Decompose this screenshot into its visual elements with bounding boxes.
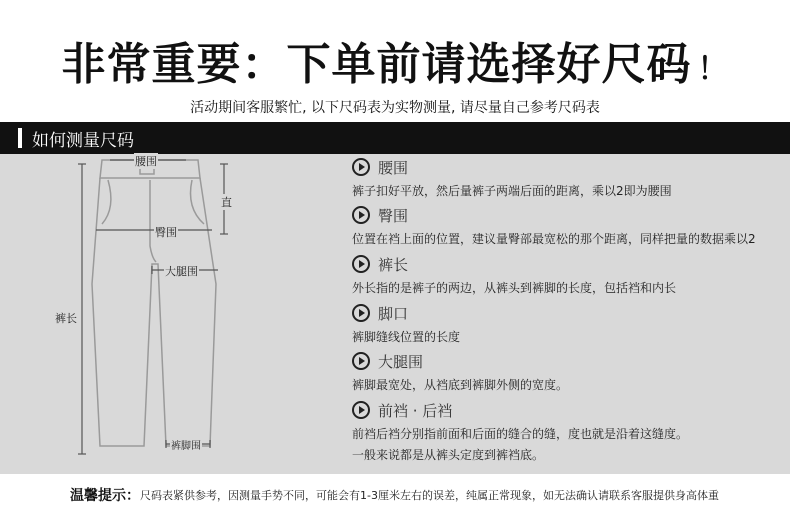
measure-list xyxy=(352,154,782,474)
section-title: 如何测量尺码 xyxy=(32,131,134,151)
measure-item-hip xyxy=(352,204,782,247)
play-icon xyxy=(352,158,370,176)
section-header xyxy=(0,122,790,154)
measure-item-desc: 裤子扣好平放，然后量裤子两端后面的距离，乘以2即为腰围 xyxy=(352,184,672,198)
tip-label: 温馨提示： xyxy=(70,488,140,504)
measure-item-desc: 位置在裆上面的位置，建议量臀部最宽松的那个距离，同样把量的数据乘以2 xyxy=(352,232,756,246)
play-icon xyxy=(352,206,370,224)
measure-item-title: 腰围 xyxy=(378,158,409,177)
play-icon xyxy=(352,401,370,419)
measure-guide xyxy=(0,154,790,474)
measure-item-title: 前裆 · 后裆 xyxy=(378,401,453,420)
page-title xyxy=(0,28,790,92)
measure-item-leg-opening xyxy=(352,302,782,345)
page-title-text: 非常重要：下单前请选择好尺码 xyxy=(61,39,692,90)
header xyxy=(0,0,790,122)
measure-item-rise xyxy=(352,399,782,463)
leg-opening-label: 裤脚围 xyxy=(170,437,202,452)
measure-item-desc: 前裆后裆分别指前面和后面的缝合的缝，度也就是沿着这缝度。 xyxy=(352,427,689,441)
footer-tip xyxy=(0,474,790,514)
measure-item-desc-2: 一般来说都是从裤头定度到裤裆底。 xyxy=(352,448,545,462)
measure-item-desc: 裤脚缝线位置的长度 xyxy=(352,330,461,344)
measure-item-title: 大腿围 xyxy=(378,352,424,371)
thigh-label: 大腿围 xyxy=(165,265,198,278)
measure-item-desc: 外长指的是裤子的两边，从裤头到裤脚的长度，包括裆和内长 xyxy=(352,281,677,295)
length-label: 裤长 xyxy=(55,312,77,325)
measure-item-title: 臀围 xyxy=(378,206,409,225)
page-subtitle: 活动期间客服繁忙, 以下尺码表为实物测量, 请尽量自己参考尺码表 xyxy=(190,100,600,116)
measure-item-title: 裤长 xyxy=(378,255,409,274)
measure-item-length xyxy=(352,253,782,296)
play-icon xyxy=(352,304,370,322)
measure-item-thigh xyxy=(352,350,782,393)
measure-item-waist xyxy=(352,156,782,199)
play-icon xyxy=(352,352,370,370)
section-accent-bar xyxy=(18,128,22,148)
pants-diagram xyxy=(40,154,310,474)
tip-text: 尺码表紧供参考，因测量手势不同，可能会有1-3厘米左右的误差，纯属正常现象，如无法确认请联系客服提供身高体重 xyxy=(140,489,719,502)
hip-label: 臀围 xyxy=(155,226,177,239)
pants-illustration xyxy=(40,154,310,474)
waist-label: 腰围 xyxy=(135,155,157,168)
measure-item-title: 脚口 xyxy=(378,304,409,323)
measure-item-desc: 裤脚最宽处，从裆底到裤脚外侧的宽度。 xyxy=(352,378,569,392)
play-icon xyxy=(352,255,370,273)
rise-label: 直 xyxy=(221,196,232,209)
title-mark: ！ xyxy=(697,52,729,87)
